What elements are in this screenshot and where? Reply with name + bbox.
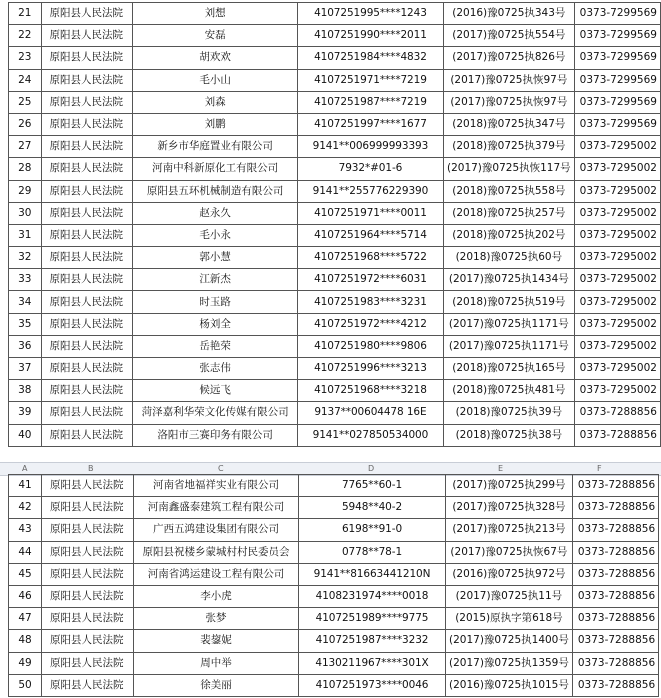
name-cell: 杨刘全: [133, 313, 298, 335]
row-number: 30: [9, 202, 42, 224]
table-row: [9, 69, 661, 91]
id-number-cell: 4107251972****4212: [297, 313, 443, 335]
phone-cell: 0373-7299569: [574, 3, 660, 25]
row-number: 36: [9, 335, 42, 357]
court-cell: 原阳县人民法院: [41, 113, 133, 135]
id-number-cell: 4107251971****0011: [297, 202, 443, 224]
id-number-cell: 0778**78-1: [299, 541, 446, 563]
column-letter: A: [22, 464, 28, 473]
table-row: [9, 541, 659, 563]
row-number: 26: [9, 113, 42, 135]
id-number-cell: 4107251964****5714: [297, 224, 443, 246]
phone-cell: 0373-7295002: [574, 291, 660, 313]
court-cell: 原阳县人民法院: [42, 652, 134, 674]
phone-cell: 0373-7288856: [574, 424, 660, 446]
table-row: [9, 630, 659, 652]
table-row: [9, 380, 661, 402]
table-row: [9, 652, 659, 674]
row-number: 44: [9, 541, 42, 563]
id-number-cell: 4107251987****3232: [299, 630, 446, 652]
table-row: [9, 402, 661, 424]
id-number-cell: 4107251995****1243: [297, 3, 443, 25]
table-row: [9, 47, 661, 69]
row-number: 47: [9, 608, 42, 630]
row-number: 33: [9, 269, 42, 291]
id-number-cell: 4107251973****0046: [299, 674, 446, 696]
court-cell: 原阳县人民法院: [42, 674, 134, 696]
court-cell: 原阳县人民法院: [41, 269, 133, 291]
row-number: 21: [9, 3, 42, 25]
court-cell: 原阳县人民法院: [41, 158, 133, 180]
court-cell: 原阳县人民法院: [41, 358, 133, 380]
phone-cell: 0373-7295002: [574, 180, 660, 202]
id-number-cell: 4107251980****9806: [297, 335, 443, 357]
court-cell: 原阳县人民法院: [42, 608, 134, 630]
phone-cell: 0373-7295002: [574, 136, 660, 158]
case-number-cell: (2017)豫0725执826号: [443, 47, 574, 69]
phone-cell: 0373-7295002: [574, 335, 660, 357]
id-number-cell: 4107251990****2011: [297, 25, 443, 47]
table-row: [9, 136, 661, 158]
id-number-cell: 7932*#01-6: [297, 158, 443, 180]
row-number: 46: [9, 585, 42, 607]
phone-cell: 0373-7299569: [574, 69, 660, 91]
name-cell: 张梦: [134, 608, 299, 630]
table-row: [9, 585, 659, 607]
phone-cell: 0373-7295002: [574, 224, 660, 246]
id-number-cell: 4107251968****5722: [297, 247, 443, 269]
court-cell: 原阳县人民法院: [41, 291, 133, 313]
debtor-table-bottom: [8, 474, 659, 697]
row-number: 37: [9, 358, 42, 380]
phone-cell: 0373-7288856: [572, 630, 658, 652]
case-number-cell: (2017)豫0725执554号: [443, 25, 574, 47]
table-row: [9, 475, 659, 497]
id-number-cell: 5948**40-2: [299, 497, 446, 519]
name-cell: 河南省地福祥实业有限公司: [134, 475, 299, 497]
court-cell: 原阳县人民法院: [41, 224, 133, 246]
table-row: [9, 91, 661, 113]
case-number-cell: (2017)豫0725执299号: [446, 475, 573, 497]
name-cell: 江新杰: [133, 269, 298, 291]
name-cell: 原阳县五环机械制造有限公司: [133, 180, 298, 202]
name-cell: 岳艳荣: [133, 335, 298, 357]
column-letter: F: [597, 464, 602, 473]
phone-cell: 0373-7295002: [574, 358, 660, 380]
name-cell: 新乡市华庭置业有限公司: [133, 136, 298, 158]
case-number-cell: (2016)豫0725执972号: [446, 563, 573, 585]
name-cell: 刘森: [133, 91, 298, 113]
row-number: 42: [9, 497, 42, 519]
id-number-cell: 4107251997****1677: [297, 113, 443, 135]
name-cell: 安磊: [133, 25, 298, 47]
row-number: 24: [9, 69, 42, 91]
court-cell: 原阳县人民法院: [42, 585, 134, 607]
court-cell: 原阳县人民法院: [41, 180, 133, 202]
case-number-cell: (2017)豫0725执1359号: [446, 652, 573, 674]
court-cell: 原阳县人民法院: [42, 541, 134, 563]
case-number-cell: (2018)豫0725执481号: [443, 380, 574, 402]
case-number-cell: (2017)豫0725执213号: [446, 519, 573, 541]
id-number-cell: 4107251996****3213: [297, 358, 443, 380]
case-number-cell: (2017)豫0725执328号: [446, 497, 573, 519]
id-number-cell: 4107251984****4832: [297, 47, 443, 69]
name-cell: 刘想: [133, 3, 298, 25]
name-cell: 河南省鸿运建设工程有限公司: [134, 563, 299, 585]
name-cell: 河南中科新原化工有限公司: [133, 158, 298, 180]
court-cell: 原阳县人民法院: [41, 3, 133, 25]
court-cell: 原阳县人民法院: [41, 202, 133, 224]
name-cell: 徐美丽: [134, 674, 299, 696]
name-cell: 毛小永: [133, 224, 298, 246]
id-number-cell: 4107251972****6031: [297, 269, 443, 291]
name-cell: 菏泽嘉利华荣文化传媒有限公司: [133, 402, 298, 424]
row-number: 45: [9, 563, 42, 585]
id-number-cell: 9141**81663441210N: [299, 563, 446, 585]
id-number-cell: 9141**027850534000: [297, 424, 443, 446]
row-number: 38: [9, 380, 42, 402]
case-number-cell: (2017)豫0725执恢67号: [446, 541, 573, 563]
table-row: [9, 269, 661, 291]
row-number: 32: [9, 247, 42, 269]
row-number: 43: [9, 519, 42, 541]
court-cell: 原阳县人民法院: [41, 247, 133, 269]
case-number-cell: (2018)豫0725执202号: [443, 224, 574, 246]
court-cell: 原阳县人民法院: [41, 402, 133, 424]
name-cell: 时玉路: [133, 291, 298, 313]
case-number-cell: (2017)豫0725执恢97号: [443, 69, 574, 91]
name-cell: 李小虎: [134, 585, 299, 607]
row-number: 25: [9, 91, 42, 113]
table-row: [9, 497, 659, 519]
sheet-gap: [0, 449, 661, 462]
id-number-cell: 4107251971****7219: [297, 69, 443, 91]
table-row: [9, 202, 661, 224]
row-number: 39: [9, 402, 42, 424]
id-number-cell: 7765**60-1: [299, 475, 446, 497]
table-row: [9, 674, 659, 696]
phone-cell: 0373-7299569: [574, 47, 660, 69]
phone-cell: 0373-7299569: [574, 113, 660, 135]
column-letter: D: [368, 464, 375, 473]
court-cell: 原阳县人民法院: [41, 25, 133, 47]
name-cell: 周中举: [134, 652, 299, 674]
case-number-cell: (2018)豫0725执39号: [443, 402, 574, 424]
case-number-cell: (2017)豫0725执1171号: [443, 335, 574, 357]
name-cell: 毛小山: [133, 69, 298, 91]
row-number: 28: [9, 158, 42, 180]
case-number-cell: (2018)豫0725执257号: [443, 202, 574, 224]
case-number-cell: (2018)豫0725执347号: [443, 113, 574, 135]
row-number: 34: [9, 291, 42, 313]
phone-cell: 0373-7288856: [572, 475, 658, 497]
id-number-cell: 4107251989****9775: [299, 608, 446, 630]
court-cell: 原阳县人民法院: [42, 497, 134, 519]
name-cell: 赵永久: [133, 202, 298, 224]
phone-cell: 0373-7295002: [574, 158, 660, 180]
table-row: [9, 247, 661, 269]
row-number: 41: [9, 475, 42, 497]
court-cell: 原阳县人民法院: [42, 563, 134, 585]
phone-cell: 0373-7288856: [572, 541, 658, 563]
id-number-cell: 4130211967****301X: [299, 652, 446, 674]
phone-cell: 0373-7288856: [572, 585, 658, 607]
name-cell: 广西五鸿建设集团有限公司: [134, 519, 299, 541]
case-number-cell: (2017)豫0725执1434号: [443, 269, 574, 291]
phone-cell: 0373-7299569: [574, 91, 660, 113]
case-number-cell: (2017)豫0725执1171号: [443, 313, 574, 335]
court-cell: 原阳县人民法院: [41, 47, 133, 69]
table-body: [9, 475, 659, 697]
phone-cell: 0373-7288856: [572, 674, 658, 696]
table-row: [9, 113, 661, 135]
phone-cell: 0373-7288856: [574, 402, 660, 424]
table-row: [9, 291, 661, 313]
id-number-cell: 4107251983****3231: [297, 291, 443, 313]
phone-cell: 0373-7288856: [572, 497, 658, 519]
case-number-cell: (2017)豫0725执恢97号: [443, 91, 574, 113]
case-number-cell: (2017)豫0725执11号: [446, 585, 573, 607]
phone-cell: 0373-7299569: [574, 25, 660, 47]
name-cell: 原阳县祝楼乡蒙城村村民委员会: [134, 541, 299, 563]
case-number-cell: (2017)豫0725执恢117号: [443, 158, 574, 180]
table-body: [9, 3, 661, 447]
id-number-cell: 9141**006999993393: [297, 136, 443, 158]
phone-cell: 0373-7295002: [574, 380, 660, 402]
name-cell: 洛阳市三赛印务有限公司: [133, 424, 298, 446]
table-row: [9, 563, 659, 585]
case-number-cell: (2015)原执字第618号: [446, 608, 573, 630]
name-cell: 胡欢欢: [133, 47, 298, 69]
name-cell: 张志伟: [133, 358, 298, 380]
case-number-cell: (2016)豫0725执343号: [443, 3, 574, 25]
row-number: 22: [9, 25, 42, 47]
id-number-cell: 9137**00604478 16E: [297, 402, 443, 424]
case-number-cell: (2018)豫0725执38号: [443, 424, 574, 446]
phone-cell: 0373-7295002: [574, 313, 660, 335]
case-number-cell: (2018)豫0725执379号: [443, 136, 574, 158]
phone-cell: 0373-7295002: [574, 247, 660, 269]
table-row: [9, 358, 661, 380]
name-cell: 郭小慧: [133, 247, 298, 269]
row-number: 27: [9, 136, 42, 158]
name-cell: 裴鋆妮: [134, 630, 299, 652]
case-number-cell: (2018)豫0725执519号: [443, 291, 574, 313]
table-row: [9, 224, 661, 246]
court-cell: 原阳县人民法院: [41, 91, 133, 113]
debtor-table-top: [8, 2, 661, 447]
court-cell: 原阳县人民法院: [41, 69, 133, 91]
id-number-cell: 4107251968****3218: [297, 380, 443, 402]
court-cell: 原阳县人民法院: [41, 424, 133, 446]
table-row: [9, 313, 661, 335]
id-number-cell: 9141**255776229390: [297, 180, 443, 202]
table-row: [9, 519, 659, 541]
court-cell: 原阳县人民法院: [42, 519, 134, 541]
row-number: 50: [9, 674, 42, 696]
phone-cell: 0373-7288856: [572, 519, 658, 541]
court-cell: 原阳县人民法院: [41, 313, 133, 335]
court-cell: 原阳县人民法院: [42, 475, 134, 497]
case-number-cell: (2018)豫0725执165号: [443, 358, 574, 380]
case-number-cell: (2018)豫0725执60号: [443, 247, 574, 269]
column-letter: E: [498, 464, 504, 473]
table-row: [9, 608, 659, 630]
row-number: 35: [9, 313, 42, 335]
name-cell: 刘鹏: [133, 113, 298, 135]
case-number-cell: (2016)豫0725执1015号: [446, 674, 573, 696]
case-number-cell: (2017)豫0725执1400号: [446, 630, 573, 652]
column-letter: B: [88, 464, 94, 473]
row-number: 49: [9, 652, 42, 674]
table-row: [9, 3, 661, 25]
name-cell: 河南鑫盛泰建筑工程有限公司: [134, 497, 299, 519]
court-cell: 原阳县人民法院: [41, 335, 133, 357]
row-number: 40: [9, 424, 42, 446]
column-letter: C: [218, 464, 224, 473]
table-row: [9, 25, 661, 47]
phone-cell: 0373-7288856: [572, 652, 658, 674]
name-cell: 候远飞: [133, 380, 298, 402]
table-row: [9, 180, 661, 202]
phone-cell: 0373-7288856: [572, 608, 658, 630]
table-row: [9, 335, 661, 357]
court-cell: 原阳县人民法院: [41, 380, 133, 402]
id-number-cell: 4108231974****0018: [299, 585, 446, 607]
row-number: 29: [9, 180, 42, 202]
id-number-cell: 6198**91-0: [299, 519, 446, 541]
row-number: 48: [9, 630, 42, 652]
row-number: 31: [9, 224, 42, 246]
table-row: [9, 158, 661, 180]
phone-cell: 0373-7288856: [572, 563, 658, 585]
court-cell: 原阳县人民法院: [42, 630, 134, 652]
court-cell: 原阳县人民法院: [41, 136, 133, 158]
row-number: 23: [9, 47, 42, 69]
case-number-cell: (2018)豫0725执558号: [443, 180, 574, 202]
id-number-cell: 4107251987****7219: [297, 91, 443, 113]
table-row: [9, 424, 661, 446]
phone-cell: 0373-7295002: [574, 202, 660, 224]
phone-cell: 0373-7295002: [574, 269, 660, 291]
